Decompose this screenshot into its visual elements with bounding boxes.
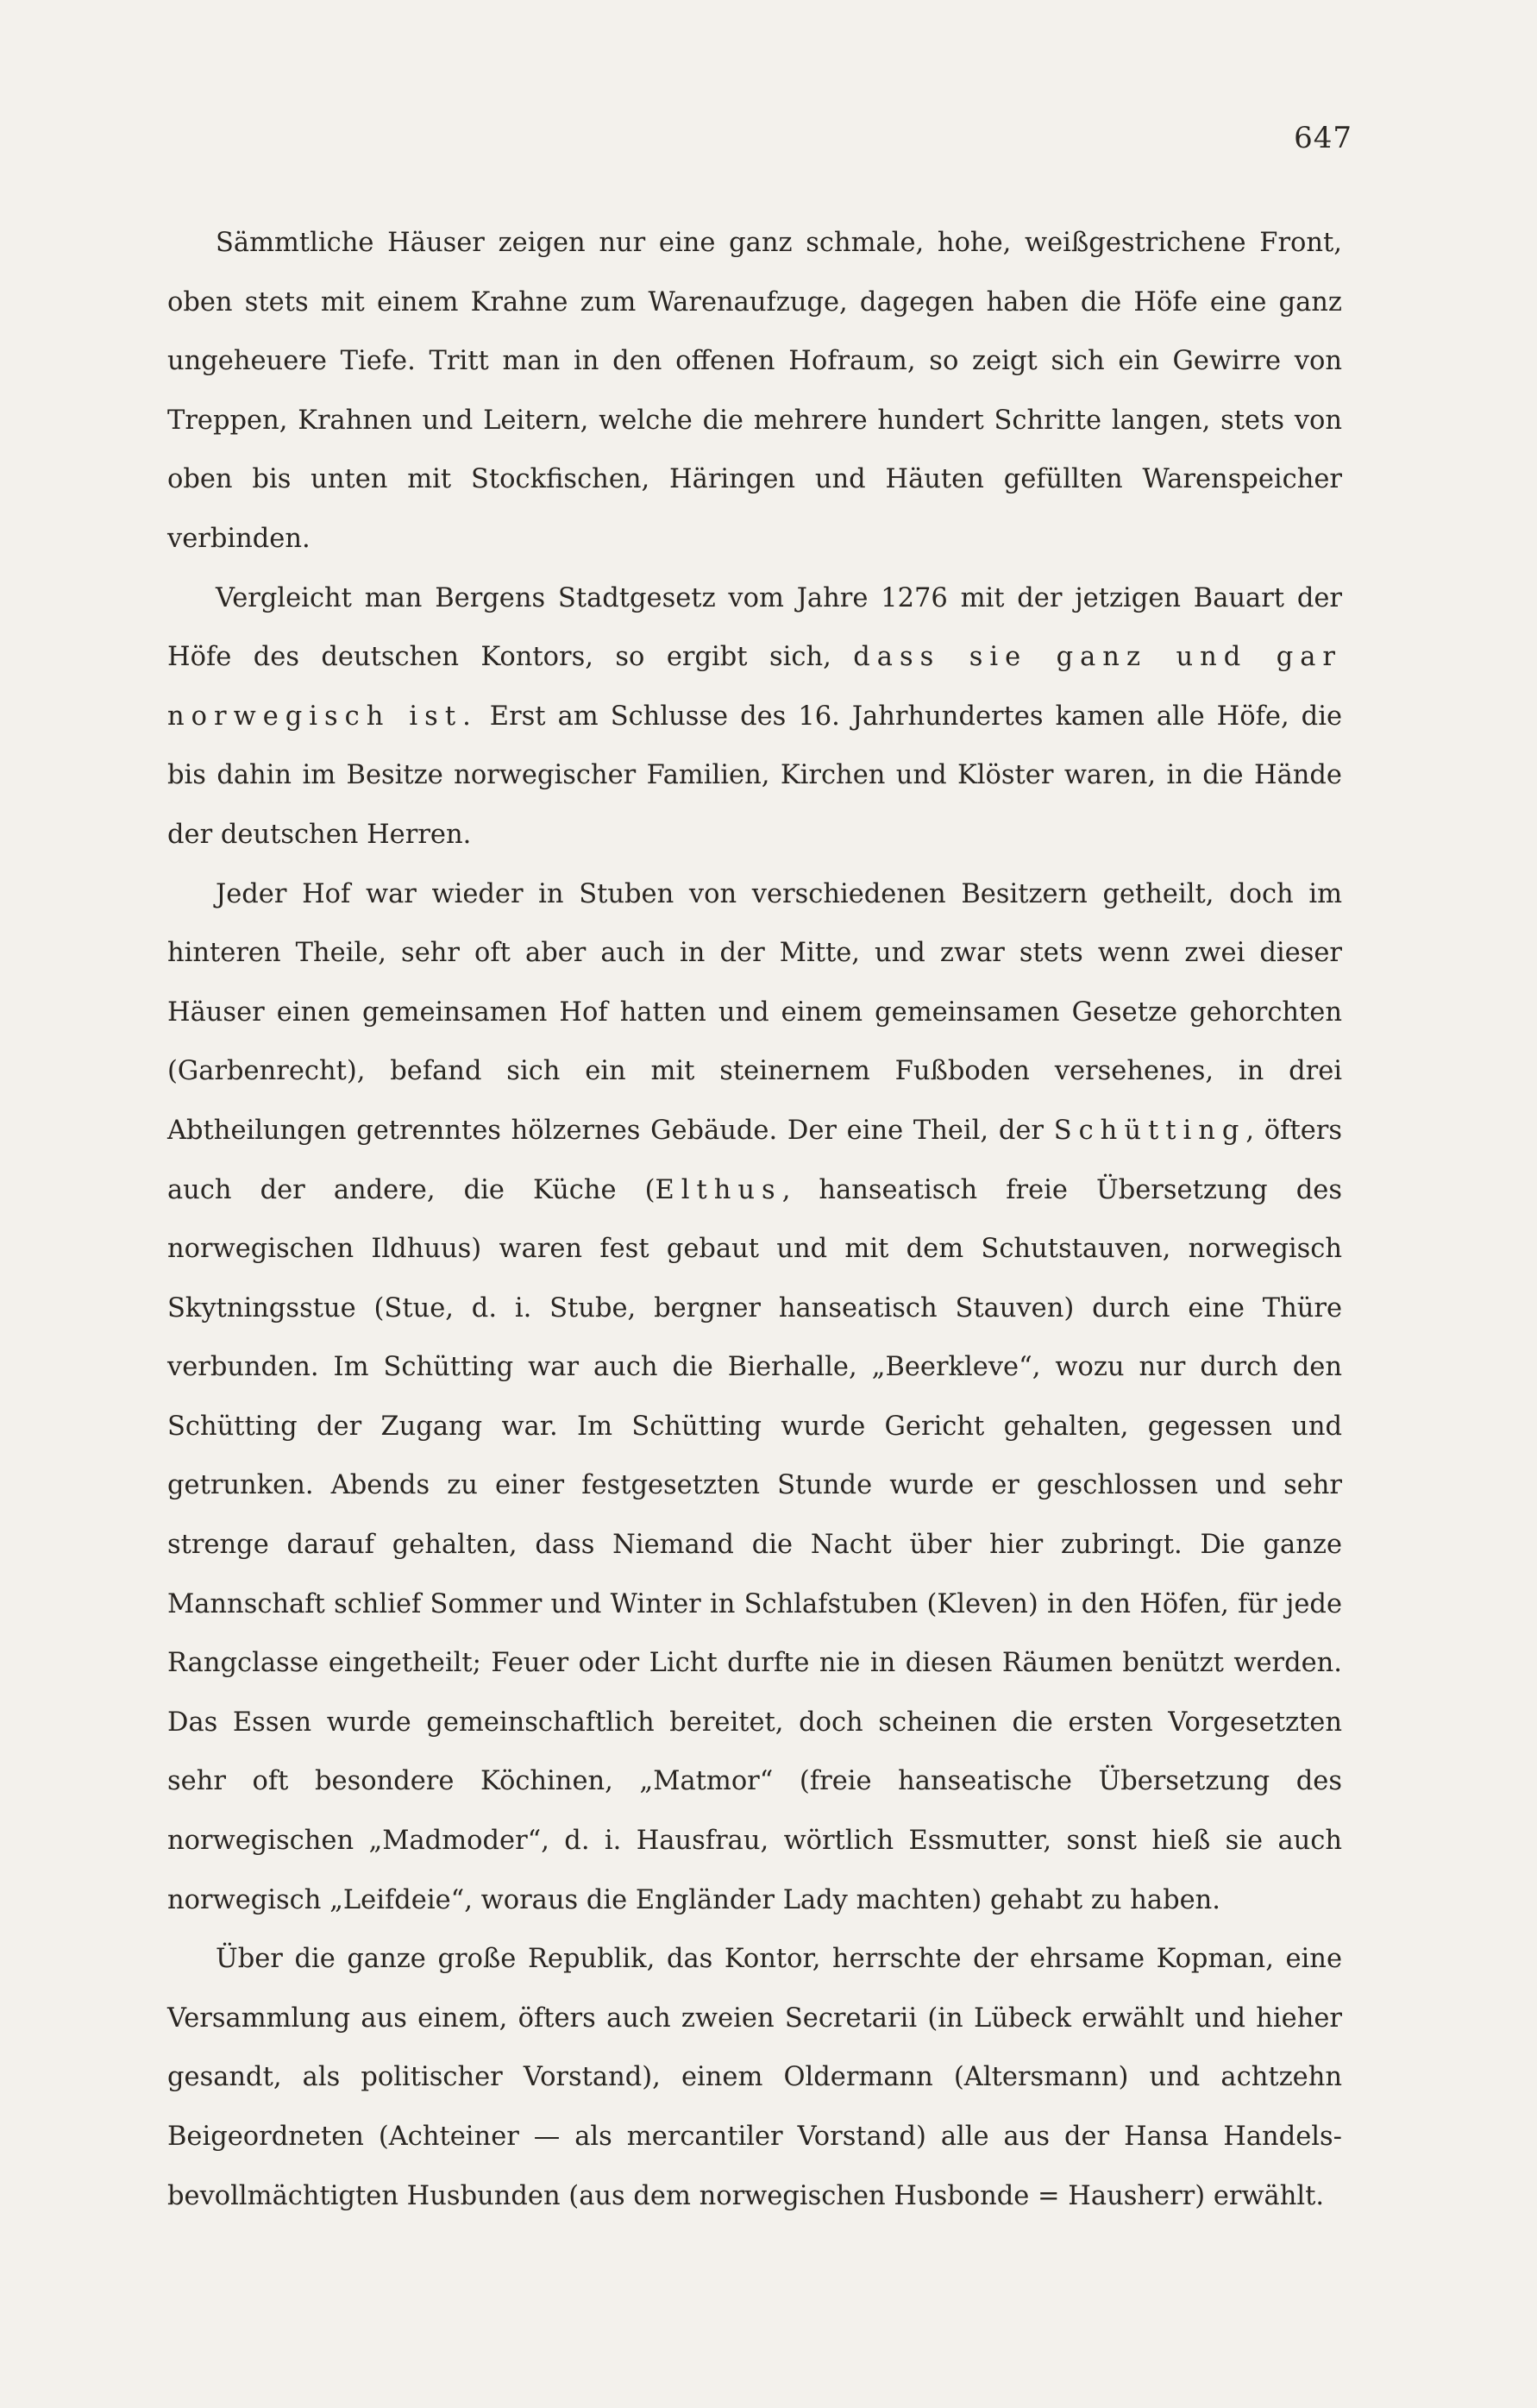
paragraph-4: Über die ganze große Republik, das Kontor, herrschte der ehrsame Kopman, eine Versammlung aus einem, öfters auch zweien Secretarii (in Lübeck erwählt und hieher gesandt, als politischer Vorstand), einem Oldermann (Altersmann) und achtzehn Beigeordneten (Achteiner — als mercantiler Vorstand) alle aus der Hansa Handels-bevollmächtigten Husbunden (aus dem norwegischen Husbonde = Hausherr) erwählt. <box>167 1944 1342 2211</box>
paragraph-3-emphasis-schuetting: Schütting <box>1053 1115 1246 1146</box>
paragraph-3-text-after: , hanseatisch freie Übersetzung des norwegischen Ildhuus) waren fest gebaut und mit dem Schutstauven, norwegisch Skytningsstue (Stue, d. i. Stube, bergner hanseatisch Stauven) durch eine Thüre verbunden. Im Schütting war auch die Bierhalle, „Beerkleve“, wozu nur durch den Schütting der Zugang war. Im Schütting wurde Gericht gehalten, gegessen und getrunken. Abends zu einer festgesetzten Stunde wurde er geschlossen und sehr strenge darauf gehalten, dass Niemand die Nacht über hier zubringt. Die ganze Mannschaft schlief Sommer und Winter in Schlafstuben (Kleven) in den Höfen, für jede Rangclasse eingetheilt; Feuer oder Licht durfte nie in diesen Räumen benützt werden. Das Essen wurde gemeinschaftlich bereitet, doch scheinen die ersten Vorgesetzten sehr oft besondere Köchinen, „Matmor“ (freie hanseatische Übersetzung des norwegischen „Madmoder“, d. i. Hausfrau, wörtlich Essmutter, sonst hieß sie auch norwegisch „Leifdeie“, woraus die Engländer Lady machten) gehabt zu haben. <box>167 1174 1342 1915</box>
paragraph-3-text-before: Jeder Hof war wieder in Stuben von verschiedenen Besitzern getheilt, doch im hinteren Theile, sehr oft aber auch in der Mitte, und zwar stets wenn zwei dieser Häuser einen gemeinsamen Hof hatten und einem gemeinsamen Gesetze gehorchten (Garbenrecht), befand sich ein mit steinernem Fußboden versehenes, in drei Abtheilungen getrenntes hölzernes Gebäude. Der eine Theil, der <box>167 878 1342 1146</box>
paragraph-2-text-after: Erst am Schlusse des 16. Jahrhundertes kamen alle Höfe, die bis dahin im Besitze norwegischer Familien, Kirchen und Klöster waren, in die Hände der deutschen Herren. <box>167 701 1342 850</box>
paragraph-1: Sämmtliche Häuser zeigen nur eine ganz schmale, hohe, weißgestrichene Front, oben stets mit einem Krahne zum Warenaufzuge, dagegen haben die Höfe eine ganz ungeheuere Tiefe. Tritt man in den offenen Hofraum, so zeigt sich ein Gewirre von Treppen, Krahnen und Leitern, welche die mehrere hundert Schritte langen, stets von oben bis unten mit Stockfischen, Häringen und Häuten gefüllten Warenspeicher verbinden. <box>167 228 1342 554</box>
paragraph-2-text-before: Vergleicht man Bergens Stadtgesetz vom Jahre 1276 mit der jetzigen Bauart der Höfe des deutschen Kontors, so ergibt sich, <box>167 582 1342 673</box>
paragraph-3-text-middle: , öfters auch der andere, die Küche ( <box>167 1115 1342 1205</box>
body-text <box>167 214 1342 2226</box>
paragraph-2-emphasis: dass sie ganz und gar norwegisch ist. <box>167 642 1342 732</box>
paragraph-3 <box>167 865 1342 1931</box>
paragraph-3-emphasis-elthus: Elthus <box>655 1174 782 1205</box>
paragraph-2 <box>167 569 1342 865</box>
page-number: 647 <box>1294 121 1352 155</box>
